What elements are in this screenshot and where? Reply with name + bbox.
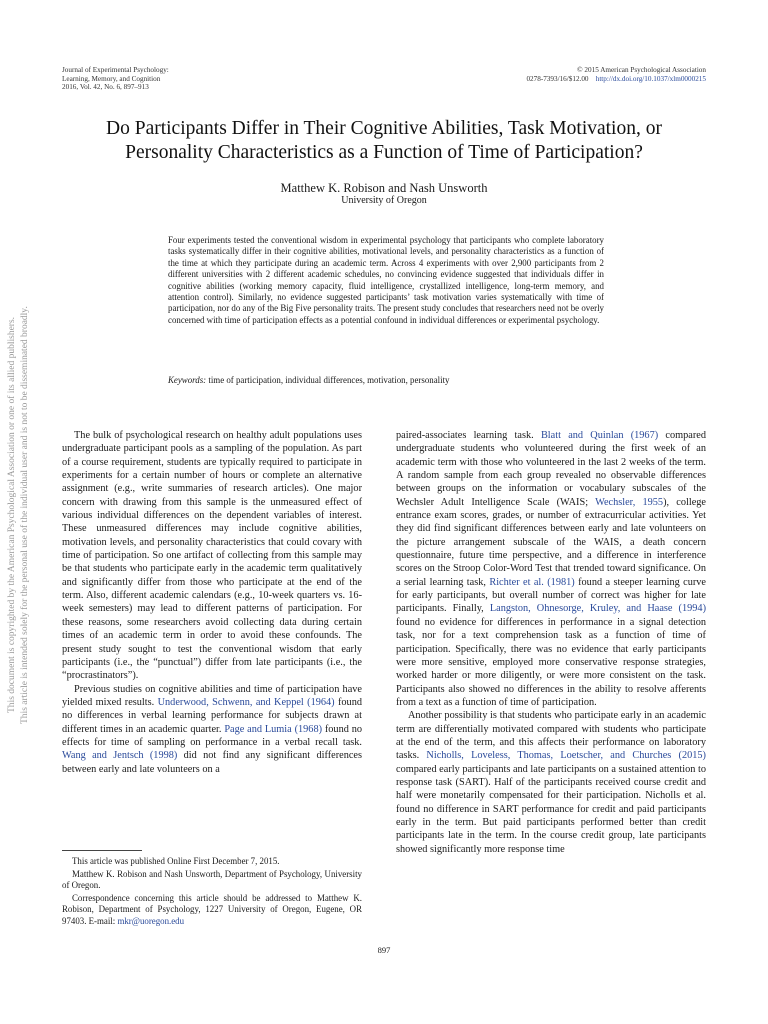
citation-link-page-lumia[interactable]: Page and Lumia (1968) (224, 723, 323, 735)
keywords (168, 375, 604, 386)
issn: 0278-7393/16/$12.00 (526, 74, 589, 83)
citation-link-underwood[interactable]: Underwood, Schwenn, and Keppel (1964) (157, 696, 335, 708)
copyright-side-notice (6, 280, 32, 750)
citation-link-wang-jentsch[interactable]: Wang and Jentsch (1998) (62, 750, 178, 762)
body-column-right (396, 429, 706, 856)
side-notice-line-2: This article is intended solely for the personal use of the individual user and is not to be disseminated broadly. (20, 306, 30, 724)
body-column-left (62, 429, 362, 776)
footnote-published: This article was published Online First December 7, 2015. (72, 856, 280, 866)
journal-name-line-2: Learning, Memory, and Cognition (62, 74, 161, 83)
citation-link-langston[interactable]: Langston, Ohnesorge, Kruley, and Haase (1994) (489, 603, 707, 615)
body-paragraph-4: Another possibility is that students who participate early in an academic term are differentially motivated compared with students who participate at the end of the term, and this affects their performance on laboratory tasks. Nicholls, Loveless, Thomas, Loetscher, and Churches (2015) compared early participants and late participants on a sustained attention to response task (SART). Half of the participants received course credit and half were monetarily compensated for their participation. Nicholls et al. found no difference in SART performance for credit and paid participants early in the term. But paid participants performed better than credit participants late in the term. In the course credit group, late participants showed significantly more response time (396, 710, 706, 855)
footnote-affiliation: Matthew K. Robison and Nash Unsworth, Department of Psychology, University of Oregon. (62, 868, 362, 891)
article-title: Do Participants Differ in Their Cognitive Abilities, Task Motivation, or Personality Characteristics as a Function of Time of Participation? (106, 118, 662, 163)
copyright-line: © 2015 American Psychological Association (577, 66, 706, 74)
abstract: Four experiments tested the conventional wisdom in experimental psychology that participants who complete laboratory tasks systematically differ in their cognitive abilities, motivational levels, and personality characteristics as a function of the time at which they participate during an academic term. Across 4 experiments with over 2,900 participants from 2 different universities with 2 different academic schedules, no convincing evidence suggested that individuals differ in cognitive abilities (working memory capacity, fluid intelligence, crystallized intelligence, long-term memory, and attention control). Similarly, no evidence suggested participants’ task motivation varies systematically with time of participation, nor do any of the Big Five personality traits. The present study concludes that researchers need not be overly concerned with time of participation effects as a potential confound in individual differences or experimental psychology. (168, 235, 604, 325)
citation-link-nicholls[interactable]: Nicholls, Loveless, Thomas, Loetscher, and Churches (2015) (426, 750, 706, 762)
keywords-text: time of participation, individual differences, motivation, personality (208, 375, 450, 385)
email-link[interactable]: mkr@uoregon.edu (117, 915, 185, 926)
publisher-header (526, 66, 706, 83)
article-authors: Matthew K. Robison and Nash Unsworth (280, 181, 488, 195)
body-paragraph-2: Previous studies on cognitive abilities and time of participation have yielded mixed results. Underwood, Schwenn, and Keppel (1964) found no differences in verbal learning performance for subjects drawn at different times in an academic quarter. Page and Lumia (1968) found no effects for time of sampling on performance in a verbal recall task. Wang and Jentsch (1998) did not find any significant differences between early and late volunteers on a (62, 683, 362, 775)
citation-link-blatt-quinlan[interactable]: Blatt and Quinlan (1967) (540, 430, 659, 441)
journal-name-line-1: Journal of Experimental Psychology: (62, 66, 169, 74)
page-number: 897 (377, 945, 391, 955)
footnote-correspondence: Correspondence concerning this article should be addressed to Matthew K. Robison, Department of Psychology, 1227 University of Oregon, Eugene, OR 97403. E-mail: mkr@uoregon.edu (62, 892, 362, 926)
body-paragraph-1: The bulk of psychological research on healthy adult populations uses undergraduate participant pools as a sampling of the population. As part of a course requirement, students are typically required to participate in experiments for a certain number of hours or complete an alternative assignment (e.g., write summaries of research articles). One major concern with drawing from this sample is the unmeasured effect of various individual differences on the dependent variables of interest. These unmeasured differences may include cognitive abilities, motivation levels, and personality characteristics that could covary with time of participation. So one artifact of collecting from this sample may be that students who participate early in the academic term qualitatively and significantly differ from those who participate at the end of the term. Also, different academic calendars (e.g., 10-week quarters vs. 16-week semesters) may lead to different patterns of participation. For these reasons, some researchers avoid collecting data during certain times of an academic term in order to avoid these confounds. The present study sought to test the conventional wisdom that early participants (i.e., the “punctual”) differ from late participants (i.e., the “procrastinators”). (62, 430, 362, 682)
journal-volume-info: 2016, Vol. 42, No. 6, 897–913 (62, 83, 149, 92)
footnotes (62, 856, 362, 929)
journal-header (62, 66, 169, 92)
author-affiliation: University of Oregon (341, 195, 427, 206)
footnote-divider (62, 850, 142, 851)
body-paragraph-3: paired-associates learning task. Blatt and Quinlan (1967) compared undergraduate students who volunteered during the first week of an academic term with those who volunteered in the last 2 weeks of the term. A random sample from each group revealed no observable differences between groups on the information or vocabulary subscales of the Wechsler Adult Intelligence Scale (WAIS; Wechsler, 1955), college entrance exam scores, grades, or number of extracurricular activities. Yet they did find significant differences between early and late volunteers on the picture arrangement subscale of the WAIS, a death concern questionnaire, future time perspective, and a difference in interference scores on the Stroop Color-Word Test that trended toward significance. On a serial learning task, Richter et al. (1981) found a steeper learning curve for early participants, but overall number of correct was higher for late participants. Finally, Langston, Ohnesorge, Kruley, and Haase (1994) found no evidence for differences in performance in a signal detection task, nor for a text comprehension task as a function of time of participation. Specifically, there was no evidence that early participants were more sensitive, employed more conservative response strategies, worked harder or more diligently, or were more consistent on the task. Participants also showed no differences in the ability to resolve afferents from a text as a function of time of participation. (396, 430, 707, 708)
citation-link-wechsler[interactable]: Wechsler, 1955 (595, 496, 664, 508)
citation-link-richter[interactable]: Richter et al. (1981) (489, 576, 575, 588)
issn-doi-line (526, 75, 706, 84)
doi-link[interactable]: http://dx.doi.org/10.1037/xlm0000215 (595, 74, 706, 83)
side-notice-line-1: This document is copyrighted by the American Psychological Association or one of its allied publishers. (7, 316, 17, 714)
keywords-label: Keywords: (168, 375, 207, 385)
